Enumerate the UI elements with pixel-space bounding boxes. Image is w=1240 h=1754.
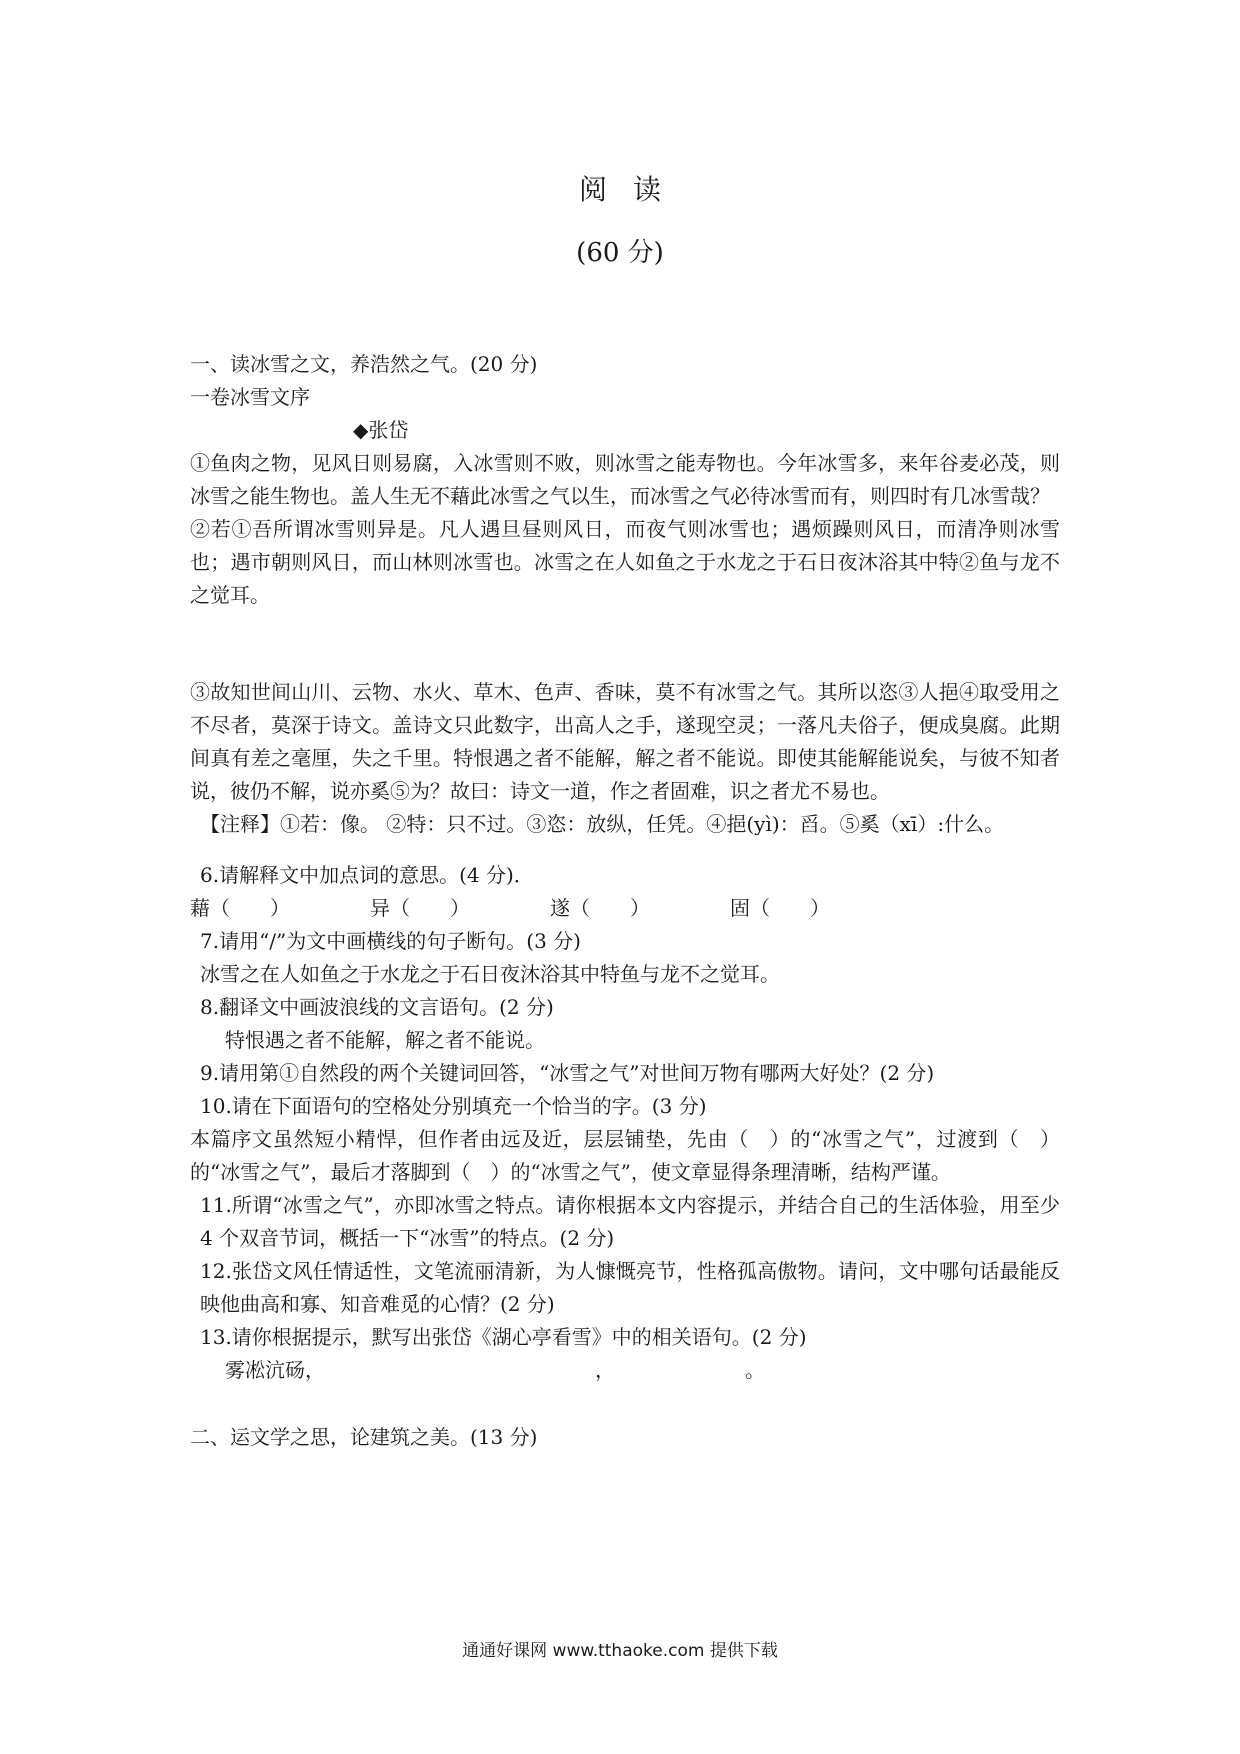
blank-space <box>190 841 1060 859</box>
question-12: 12.张岱文风任情适性，文笔流丽清新，为人慷慨亮节，性格孤高傲物。请问，文中哪句话最能反映他曲高和寡、知音难觅的心情？(2 分) <box>200 1259 1060 1316</box>
question-6-blanks <box>190 892 1060 925</box>
section1-heading: 一、读冰雪之文，养浩然之气。(20 分) <box>190 352 538 376</box>
question-8-text: 特恨遇之者不能解，解之者不能说。 <box>225 1028 545 1052</box>
article-title: 一卷冰雪文序 <box>190 385 310 409</box>
question-8: 8.翻译文中画波浪线的文言语句。(2 分) <box>200 995 554 1019</box>
question-7-text: 冰雪之在人如鱼之于水龙之于石日夜沐浴其中特鱼与龙不之觉耳。 <box>200 962 780 986</box>
blank-3: 遂（ ） <box>550 896 650 920</box>
article-author: ◆张岱 <box>353 418 409 442</box>
blank-4: 固（ ） <box>730 896 830 920</box>
paragraph-2: ②若①吾所谓冰雪则异是。凡人遇旦昼则风日，而夜气则冰雪也；遇烦躁则风日，而清净则冰雪也；遇市朝则风日，而山林则冰雪也。冰雪之在人如鱼之于水龙之于石日夜沐浴其中特②鱼与龙不之觉耳。 <box>190 517 1060 607</box>
paragraph-1: ①鱼肉之物，见风日则易腐，入冰雪则不败，则冰雪之能寿物也。今年冰雪多，来年谷麦必茂，则冰雪之能生物也。盖人生无不藉此冰雪之气以生，而冰雪之气必待冰雪而有，则四时有几冰雪哉？ <box>190 451 1060 508</box>
question-6: 6.请解释文中加点词的意思。(4 分)． <box>200 863 534 887</box>
blank-2: 异（ ） <box>370 896 470 920</box>
paragraph-3: ③故知世间山川、云物、水火、草木、色声、香味，莫不有冰雪之气。其所以恣③人挹④取受用之不尽者，莫深于诗文。盖诗文只此数字，出高人之手，遂现空灵；一落凡夫俗子，便成臭腐。此期间真有差之毫厘，失之千里。特恨遇之者不能解，解之者不能说。即使其能解能说矣，与彼不知者说，彼仍不解，说亦奚⑤为？故曰：诗文一道，作之者固难，识之者尤不易也。 <box>190 680 1060 803</box>
blank-1: 藉（ ） <box>190 896 290 920</box>
page-title: 阅读 <box>578 173 687 206</box>
question-10-text: 本篇序文虽然短小精悍，但作者由远及近，层层铺垫，先由（ ）的“冰雪之气”，过渡到（ ）的“冰雪之气”，最后才落脚到（ ）的“冰雪之气”，使文章显得条理清晰，结构严谨。 <box>190 1127 1060 1184</box>
question-13: 13.请你根据提示，默写出张岱《湖心亭看雪》中的相关语句。(2 分) <box>200 1325 807 1349</box>
question-11: 11.所谓“冰雪之气”，亦即冰雪之特点。请你根据本文内容提示，并结合自己的生活体验，用至少 4 个双音节词，概括一下“冰雪”的特点。(2 分) <box>200 1193 1060 1250</box>
question-7: 7.请用“/”为文中画横线的句子断句。(3 分) <box>200 929 581 953</box>
exam-body <box>190 348 1060 1454</box>
footer-source: 通通好课网 www.tthaoke.com 提供下载 <box>462 1641 778 1661</box>
section2-heading: 二、运文学之思，论建筑之美。(13 分) <box>190 1425 538 1449</box>
question-13-text: 雾凇沆砀， ， 。 <box>225 1358 765 1382</box>
total-score: (60 分) <box>576 238 664 268</box>
annotation-notes: 【注释】①若：像。 ②特：只不过。③恣：放纵，任凭。④挹(yì)：舀。⑤奚（xī）:什么。 <box>200 812 1005 836</box>
question-10: 10.请在下面语句的空格处分别填充一个恰当的字。(3 分) <box>200 1094 707 1118</box>
blank-space <box>190 612 1060 676</box>
question-9: 9.请用第①自然段的两个关键词回答，“冰雪之气”对世间万物有哪两大好处？(2 分) <box>200 1061 935 1085</box>
